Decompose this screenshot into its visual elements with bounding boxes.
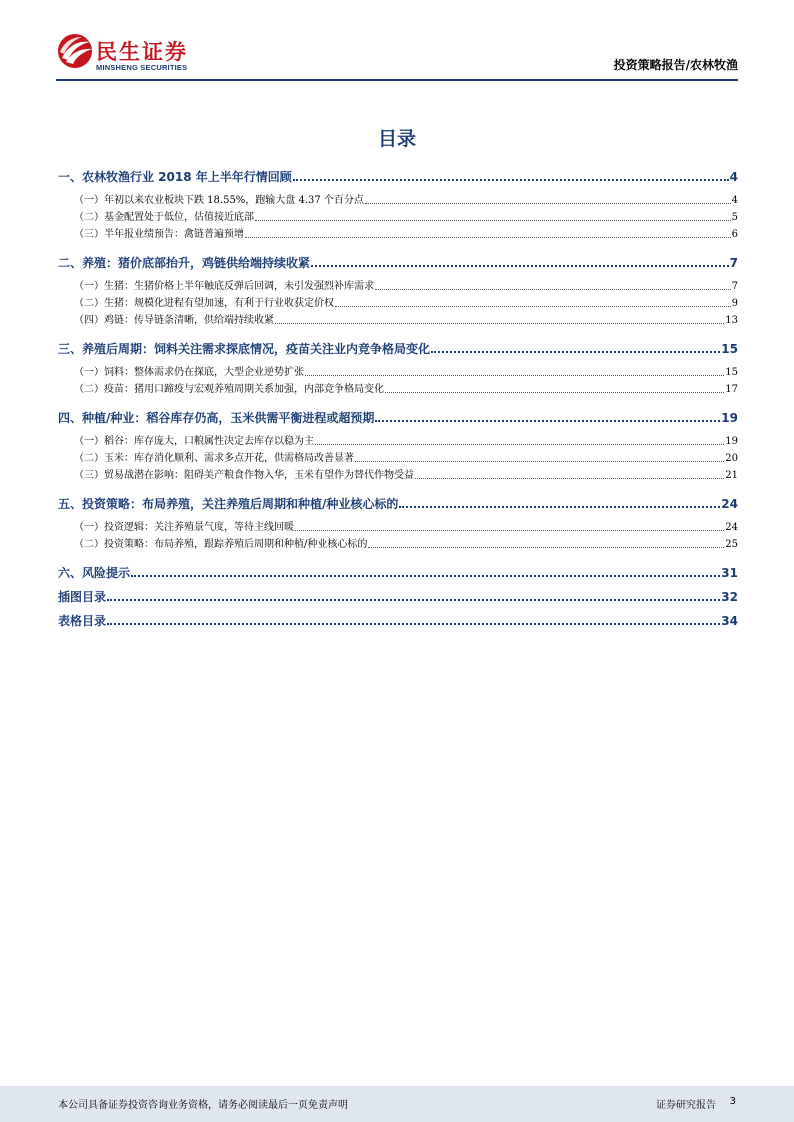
toc-dot-leader bbox=[131, 574, 720, 577]
toc-entry-label: （一）年初以来农业板块下跌 18.55%，跑输大盘 4.37 个百分点 bbox=[74, 195, 364, 206]
page-footer bbox=[0, 1086, 794, 1122]
toc-entry-page: 24 bbox=[721, 497, 738, 511]
toc-subsection-entry[interactable] bbox=[58, 519, 738, 536]
toc-entry-page: 5 bbox=[731, 212, 738, 223]
toc-entry-label: 插图目录 bbox=[58, 590, 107, 604]
toc-dot-leader bbox=[293, 178, 729, 181]
toc-subsection-entry[interactable] bbox=[58, 467, 738, 484]
toc-section-entry[interactable] bbox=[58, 168, 738, 186]
toc-entry-page: 25 bbox=[725, 539, 738, 550]
toc-entry-page: 31 bbox=[721, 566, 738, 580]
logo-text-cn: 民生证券 bbox=[96, 40, 188, 64]
toc-entry-page: 34 bbox=[721, 614, 738, 628]
toc-subsection-entry[interactable] bbox=[58, 381, 738, 398]
toc-dot-leader bbox=[415, 477, 724, 479]
toc-entry-page: 19 bbox=[721, 411, 738, 425]
footer-disclaimer: 本公司具备证券投资咨询业务资格，请务必阅读最后一页免责声明 bbox=[58, 1100, 348, 1111]
report-type-label: 投资策略报告/农林牧渔 bbox=[613, 58, 738, 72]
toc-dot-leader bbox=[399, 505, 720, 508]
toc-dot-leader bbox=[335, 305, 731, 307]
toc-section-entry[interactable] bbox=[58, 588, 738, 606]
toc-entry-page: 15 bbox=[721, 342, 738, 356]
toc-entry-label: （三）贸易战潜在影响：阻碍美产粮食作物入华，玉米有望作为替代作物受益 bbox=[74, 470, 414, 481]
toc-entry-label: （二）玉米：库存消化顺利、需求多点开花，供需格局改善显著 bbox=[74, 453, 354, 464]
logo-text-en: MINSHENG SECURITIES bbox=[96, 63, 188, 72]
toc-entry-page: 32 bbox=[721, 590, 738, 604]
toc-subsection-entry[interactable] bbox=[58, 192, 738, 209]
toc-entry-page: 24 bbox=[725, 522, 738, 533]
toc-dot-leader bbox=[355, 460, 724, 462]
footer-page-number: 3 bbox=[729, 1096, 736, 1107]
toc-section-entry[interactable] bbox=[58, 564, 738, 582]
toc-dot-leader bbox=[311, 264, 729, 267]
footer-doc-type: 证券研究报告 bbox=[656, 1100, 716, 1111]
toc-entry-label: 六、风险提示 bbox=[58, 566, 131, 580]
toc-entry-page: 6 bbox=[731, 229, 738, 240]
toc-entry-label: （一）生猪：生猪价格上半年触底反弹后回调，未引发强烈补库需求 bbox=[74, 281, 374, 292]
toc-dot-leader bbox=[431, 350, 720, 353]
toc-entry-page: 13 bbox=[725, 315, 738, 326]
toc-subsection-entry[interactable] bbox=[58, 450, 738, 467]
toc-entry-label: （二）基金配置处于低位，估值接近底部 bbox=[74, 212, 254, 223]
toc-subsection-entry[interactable] bbox=[58, 364, 738, 381]
toc-entry-label: （二）生猪：规模化进程有望加速，有利于行业收获定价权 bbox=[74, 298, 334, 309]
toc-subsection-entry[interactable] bbox=[58, 209, 738, 226]
minsheng-logo-icon bbox=[56, 32, 94, 72]
toc-section-entry[interactable] bbox=[58, 340, 738, 358]
toc-entry-page: 15 bbox=[725, 367, 738, 378]
toc-entry-label: 四、种植/种业：稻谷库存仍高，玉米供需平衡进程或超预期 bbox=[58, 411, 375, 425]
toc-entry-label: （二）投资策略：布局养殖，跟踪养殖后周期和种植/种业核心标的 bbox=[74, 539, 368, 550]
toc-section-entry[interactable] bbox=[58, 409, 738, 427]
toc-subsection-entry[interactable] bbox=[58, 433, 738, 450]
toc-section-entry[interactable] bbox=[58, 612, 738, 630]
toc-entry-page: 7 bbox=[731, 281, 738, 292]
toc-entry-page: 9 bbox=[731, 298, 738, 309]
toc-entry-label: 三、养殖后周期：饲料关注需求探底情况，疫苗关注业内竞争格局变化 bbox=[58, 342, 431, 356]
toc-dot-leader bbox=[365, 202, 731, 204]
toc-entry-page: 17 bbox=[725, 384, 738, 395]
toc-entry-label: （四）鸡链：传导链条清晰，供给端持续收紧 bbox=[74, 315, 274, 326]
toc-entry-page: 4 bbox=[729, 170, 738, 184]
toc-entry-page: 19 bbox=[725, 436, 738, 447]
company-logo bbox=[56, 32, 206, 76]
toc-entry-label: 五、投资策略：布局养殖，关注养殖后周期和种植/种业核心标的 bbox=[58, 497, 399, 511]
toc-subsection-entry[interactable] bbox=[58, 295, 738, 312]
toc-entry-label: （二）疫苗：猪用口蹄疫与宏观养殖周期关系加强，内部竞争格局变化 bbox=[74, 384, 384, 395]
toc-entry-page: 20 bbox=[725, 453, 738, 464]
toc-subsection-entry[interactable] bbox=[58, 226, 738, 243]
toc-entry-label: （一）投资逻辑：关注养殖景气度，等待主线回暖 bbox=[74, 522, 294, 533]
page-header bbox=[0, 0, 794, 80]
toc-entry-label: （一）饲料：整体需求仍在探底，大型企业逆势扩张 bbox=[74, 367, 304, 378]
toc-section-entry[interactable] bbox=[58, 254, 738, 272]
toc-entry-page: 21 bbox=[725, 470, 738, 481]
toc-dot-leader bbox=[368, 546, 724, 548]
toc-entry-page: 7 bbox=[729, 256, 738, 270]
toc-subsection-entry[interactable] bbox=[58, 312, 738, 329]
toc-entry-label: （三）半年报业绩预告：禽链普遍预增 bbox=[74, 229, 244, 240]
toc-subsection-entry[interactable] bbox=[58, 278, 738, 295]
toc-dot-leader bbox=[107, 622, 720, 625]
toc-entry-label: 一、农林牧渔行业 2018 年上半年行情回顾 bbox=[58, 170, 292, 184]
toc-dot-leader bbox=[107, 598, 720, 601]
toc-entry-page: 4 bbox=[731, 195, 738, 206]
toc-dot-leader bbox=[375, 288, 731, 290]
toc-dot-leader bbox=[295, 529, 724, 531]
table-of-contents bbox=[58, 168, 738, 636]
toc-dot-leader bbox=[385, 391, 724, 393]
toc-entry-label: 表格目录 bbox=[58, 614, 107, 628]
toc-entry-label: （一）稻谷：库存庞大，口粮属性决定去库存以稳为主 bbox=[74, 436, 314, 447]
header-divider bbox=[56, 79, 738, 81]
toc-dot-leader bbox=[275, 322, 724, 324]
toc-dot-leader bbox=[315, 443, 724, 445]
toc-subsection-entry[interactable] bbox=[58, 536, 738, 553]
toc-section-entry[interactable] bbox=[58, 495, 738, 513]
toc-dot-leader bbox=[245, 236, 731, 238]
toc-title: 目录 bbox=[377, 128, 416, 150]
toc-entry-label: 二、养殖：猪价底部抬升，鸡链供给端持续收紧 bbox=[58, 256, 311, 270]
toc-dot-leader bbox=[255, 219, 731, 221]
toc-dot-leader bbox=[305, 374, 724, 376]
toc-dot-leader bbox=[375, 419, 720, 422]
